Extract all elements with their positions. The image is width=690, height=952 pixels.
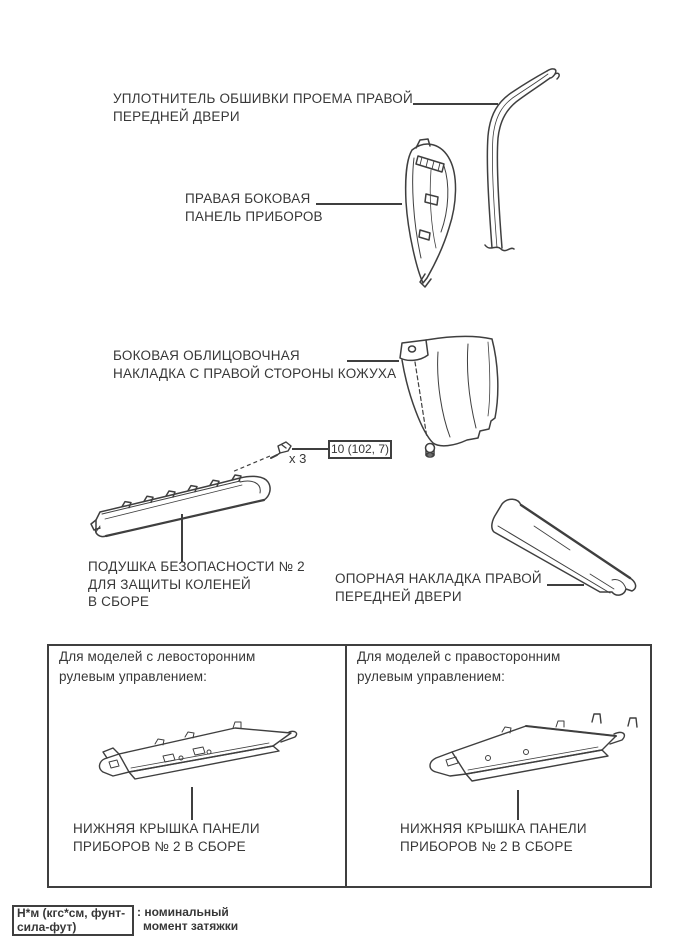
lower-cover-lhd-illustration bbox=[85, 718, 303, 792]
label-knee-airbag-line1: ПОДУШКА БЕЗОПАСНОСТИ № 2 bbox=[88, 559, 305, 574]
label-lower-cover-lhd bbox=[73, 820, 260, 855]
label-side-panel-line2: ПАНЕЛЬ ПРИБОРОВ bbox=[185, 208, 323, 224]
leader-scuff-plate bbox=[547, 584, 584, 586]
label-knee-airbag-line3: В СБОРЕ bbox=[88, 594, 150, 609]
legend-description bbox=[137, 906, 238, 933]
torque-leader bbox=[292, 448, 328, 450]
label-side-panel bbox=[185, 190, 323, 225]
label-cowl-garnish bbox=[113, 347, 396, 382]
knee-airbag-illustration bbox=[82, 456, 310, 544]
label-lower-cover-rhd-line1: НИЖНЯЯ КРЫШКА ПАНЕЛИ bbox=[400, 821, 587, 836]
cowl-garnish-illustration bbox=[388, 334, 536, 464]
leader-lower-cover-lhd bbox=[191, 787, 193, 820]
variant-title-rhd-line1: Для моделей с правосторонним bbox=[357, 649, 561, 664]
legend-description-line2: момент затяжки bbox=[143, 918, 239, 933]
leader-lower-cover-rhd bbox=[517, 790, 519, 820]
torque-count: x 3 bbox=[289, 451, 307, 466]
label-scuff-plate-line2: ПЕРЕДНЕЙ ДВЕРИ bbox=[335, 588, 462, 604]
label-scuff-plate-line1: ОПОРНАЯ НАКЛАДКА ПРАВОЙ bbox=[335, 571, 542, 586]
lower-cover-rhd-illustration bbox=[406, 710, 652, 794]
variant-title-lhd-line1: Для моделей с левосторонним bbox=[59, 649, 256, 664]
label-lower-cover-rhd-line2: ПРИБОРОВ № 2 В СБОРЕ bbox=[400, 838, 573, 854]
legend-unit-line1: Н*м (кгс*см, фунт- bbox=[17, 906, 126, 920]
legend-unit-box bbox=[12, 905, 134, 936]
label-side-panel-line1: ПРАВАЯ БОКОВАЯ bbox=[185, 191, 311, 206]
variant-title-lhd-line2: рулевым управлением: bbox=[59, 669, 207, 684]
label-weatherstrip bbox=[113, 90, 413, 125]
label-scuff-plate bbox=[335, 570, 542, 605]
label-knee-airbag bbox=[88, 558, 305, 611]
label-weatherstrip-line2: ПЕРЕДНЕЙ ДВЕРИ bbox=[113, 108, 240, 124]
weatherstrip-illustration bbox=[452, 58, 570, 258]
variant-title-lhd bbox=[59, 647, 255, 687]
side-panel-illustration bbox=[396, 136, 468, 288]
label-lower-cover-rhd bbox=[400, 820, 587, 855]
legend-description-line1: : номинальный bbox=[137, 905, 229, 919]
leader-side-panel bbox=[316, 203, 402, 205]
label-lower-cover-lhd-line1: НИЖНЯЯ КРЫШКА ПАНЕЛИ bbox=[73, 821, 260, 836]
label-knee-airbag-line2: ДЛЯ ЗАЩИТЫ КОЛЕНЕЙ bbox=[88, 576, 251, 592]
label-weatherstrip-line1: УПЛОТНИТЕЛЬ ОБШИВКИ ПРОЕМА ПРАВОЙ bbox=[113, 91, 413, 106]
variant-divider bbox=[345, 644, 347, 888]
variant-title-rhd bbox=[357, 647, 560, 687]
torque-spec-box: 10 (102, 7) bbox=[328, 440, 392, 459]
legend-unit-line2: сила-фут) bbox=[17, 919, 77, 934]
variant-title-rhd-line2: рулевым управлением: bbox=[357, 669, 505, 684]
clip-icon bbox=[426, 444, 435, 453]
leader-knee-airbag bbox=[181, 514, 183, 562]
label-cowl-garnish-line2: НАКЛАДКА С ПРАВОЙ СТОРОНЫ КОЖУХА bbox=[113, 365, 397, 381]
label-cowl-garnish-line1: БОКОВАЯ ОБЛИЦОВОЧНАЯ bbox=[113, 348, 300, 363]
label-lower-cover-lhd-line2: ПРИБОРОВ № 2 В СБОРЕ bbox=[73, 838, 246, 854]
